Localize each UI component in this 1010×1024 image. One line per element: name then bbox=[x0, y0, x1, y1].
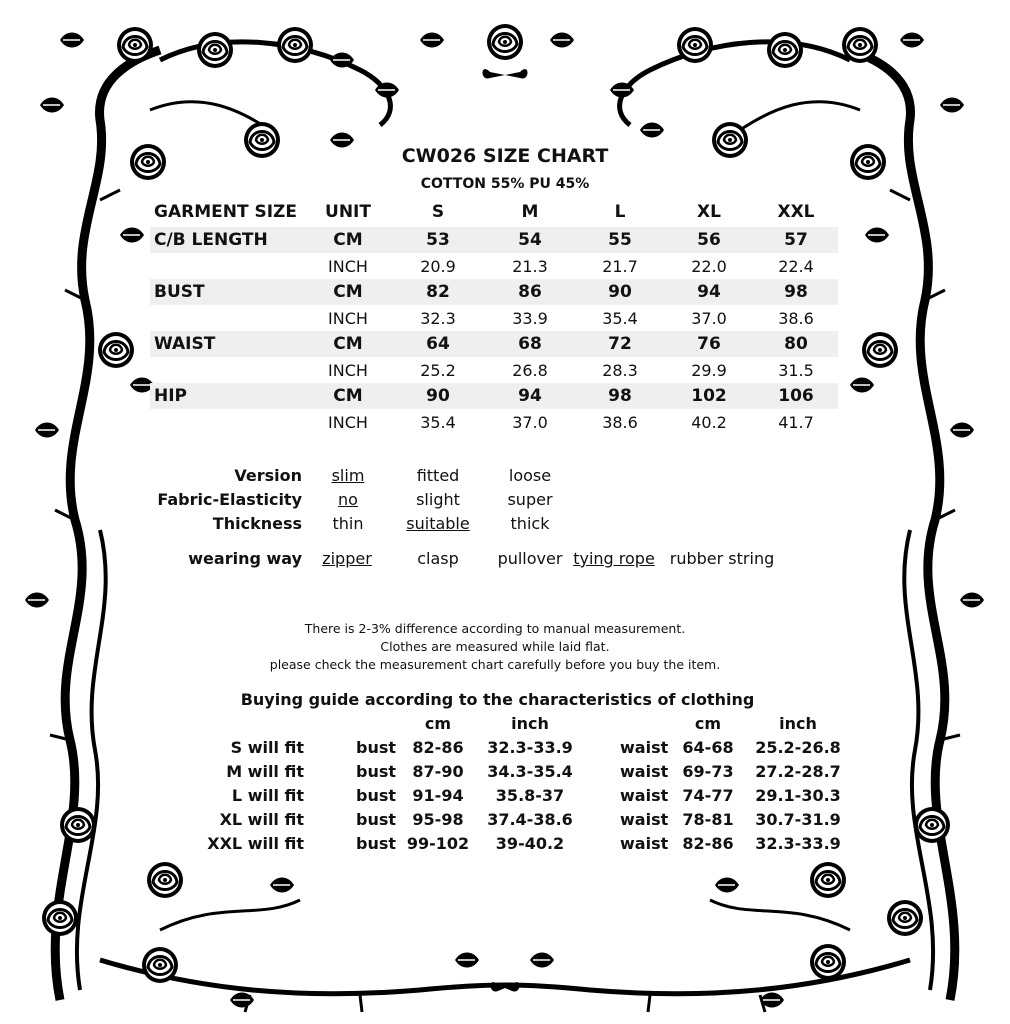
bust-cm: 82-86 bbox=[412, 738, 464, 757]
waist-label: waist bbox=[620, 738, 669, 757]
waist-inch: 30.7-31.9 bbox=[755, 810, 841, 829]
guide-col-inch: inch bbox=[779, 714, 817, 733]
wearing-way-option-selected: zipper bbox=[322, 549, 372, 568]
cm-value: 54 bbox=[518, 230, 542, 250]
waist-cm: 64-68 bbox=[682, 738, 734, 757]
waist-label: waist bbox=[620, 810, 669, 829]
inch-value: 26.8 bbox=[512, 361, 548, 380]
inch-value: 28.3 bbox=[602, 361, 638, 380]
bust-cm: 99-102 bbox=[406, 834, 470, 853]
unit-inch: INCH bbox=[328, 257, 368, 276]
waist-inch: 32.3-33.9 bbox=[755, 834, 841, 853]
inch-value: 40.2 bbox=[691, 413, 727, 432]
waist-label: waist bbox=[620, 762, 669, 781]
cm-value: 76 bbox=[697, 334, 721, 354]
waist-inch: 29.1-30.3 bbox=[755, 786, 841, 805]
unit-cm: CM bbox=[333, 386, 363, 406]
attribute-label: Version bbox=[234, 466, 302, 485]
measure-name: HIP bbox=[154, 386, 188, 406]
measure-name: WAIST bbox=[154, 334, 216, 354]
note-line: please check the measurement chart carefully before you buy the item. bbox=[269, 657, 721, 672]
fit-size: S will fit bbox=[230, 738, 304, 757]
header-size-m: M bbox=[521, 202, 539, 222]
chart-title: CW026 SIZE CHART bbox=[401, 145, 609, 167]
unit-cm: CM bbox=[333, 230, 363, 250]
cm-value: 106 bbox=[778, 386, 814, 406]
unit-cm: CM bbox=[333, 334, 363, 354]
cm-value: 72 bbox=[608, 334, 632, 354]
measure-name: C/B LENGTH bbox=[154, 230, 268, 250]
cm-value: 90 bbox=[608, 282, 632, 302]
wearing-way-option: rubber string bbox=[669, 549, 775, 568]
bust-label: bust bbox=[356, 762, 397, 781]
header-size-xxl: XXL bbox=[777, 202, 815, 222]
cm-value: 68 bbox=[518, 334, 542, 354]
bust-inch: 32.3-33.9 bbox=[487, 738, 573, 757]
inch-value: 37.0 bbox=[691, 309, 727, 328]
bust-cm: 91-94 bbox=[412, 786, 464, 805]
cm-value: 64 bbox=[426, 334, 450, 354]
cm-value: 102 bbox=[691, 386, 727, 406]
inch-value: 35.4 bbox=[420, 413, 456, 432]
attribute-option: super bbox=[507, 490, 553, 509]
bust-label: bust bbox=[356, 738, 397, 757]
header-size-xl: XL bbox=[697, 202, 721, 222]
waist-inch: 25.2-26.8 bbox=[755, 738, 841, 757]
wearing-way-option: clasp bbox=[417, 549, 459, 568]
bust-label: bust bbox=[356, 810, 397, 829]
inch-value: 22.0 bbox=[691, 257, 727, 276]
note-line: There is 2-3% difference according to manual measurement. bbox=[304, 621, 686, 636]
attribute-label: Fabric-Elasticity bbox=[157, 490, 302, 509]
cm-value: 55 bbox=[608, 230, 632, 250]
note-line: Clothes are measured while laid flat. bbox=[380, 639, 610, 654]
inch-value: 38.6 bbox=[778, 309, 814, 328]
waist-cm: 82-86 bbox=[682, 834, 734, 853]
attribute-option: fitted bbox=[416, 466, 460, 485]
measure-name: BUST bbox=[154, 282, 205, 302]
cm-value: 94 bbox=[697, 282, 721, 302]
guide-col-cm: cm bbox=[424, 714, 452, 733]
attribute-option: loose bbox=[508, 466, 552, 485]
waist-label: waist bbox=[620, 834, 669, 853]
cm-value: 86 bbox=[518, 282, 542, 302]
header-garment-size: GARMENT SIZE bbox=[154, 202, 297, 222]
unit-inch: INCH bbox=[328, 361, 368, 380]
inch-value: 38.6 bbox=[602, 413, 638, 432]
inch-value: 21.3 bbox=[512, 257, 548, 276]
inch-value: 25.2 bbox=[420, 361, 456, 380]
fit-size: XL will fit bbox=[219, 810, 304, 829]
inch-value: 21.7 bbox=[602, 257, 638, 276]
fit-size: L will fit bbox=[231, 786, 304, 805]
inch-value: 32.3 bbox=[420, 309, 456, 328]
wearing-way-option: pullover bbox=[497, 549, 563, 568]
attribute-option-selected: suitable bbox=[406, 514, 470, 533]
cm-value: 98 bbox=[608, 386, 632, 406]
cm-value: 98 bbox=[784, 282, 808, 302]
inch-value: 41.7 bbox=[778, 413, 814, 432]
attribute-option: thin bbox=[332, 514, 364, 533]
bust-cm: 87-90 bbox=[412, 762, 464, 781]
waist-inch: 27.2-28.7 bbox=[755, 762, 841, 781]
buying-guide-title: Buying guide according to the characteristics of clothing bbox=[240, 690, 755, 709]
header-size-l: L bbox=[614, 202, 626, 222]
fit-size: XXL will fit bbox=[207, 834, 304, 853]
inch-value: 31.5 bbox=[778, 361, 814, 380]
attribute-option: thick bbox=[510, 514, 550, 533]
bust-inch: 34.3-35.4 bbox=[487, 762, 573, 781]
waist-cm: 78-81 bbox=[682, 810, 734, 829]
unit-inch: INCH bbox=[328, 309, 368, 328]
bust-cm: 95-98 bbox=[412, 810, 464, 829]
attribute-option-selected: no bbox=[338, 490, 358, 509]
inch-value: 22.4 bbox=[778, 257, 814, 276]
cm-value: 57 bbox=[784, 230, 808, 250]
header-size-s: S bbox=[431, 202, 445, 222]
wearing-way-label: wearing way bbox=[188, 549, 302, 568]
fit-size: M will fit bbox=[226, 762, 304, 781]
cm-value: 90 bbox=[426, 386, 450, 406]
cm-value: 56 bbox=[697, 230, 721, 250]
cm-value: 53 bbox=[426, 230, 450, 250]
unit-inch: INCH bbox=[328, 413, 368, 432]
cm-value: 82 bbox=[426, 282, 450, 302]
cm-value: 94 bbox=[518, 386, 542, 406]
bust-inch: 37.4-38.6 bbox=[487, 810, 573, 829]
header-unit: UNIT bbox=[325, 202, 371, 222]
guide-col-cm: cm bbox=[694, 714, 722, 733]
waist-cm: 69-73 bbox=[682, 762, 734, 781]
bust-label: bust bbox=[356, 834, 397, 853]
unit-cm: CM bbox=[333, 282, 363, 302]
wearing-way-option-selected: tying rope bbox=[573, 549, 655, 568]
inch-value: 35.4 bbox=[602, 309, 638, 328]
bust-inch: 39-40.2 bbox=[495, 834, 565, 853]
guide-col-inch: inch bbox=[511, 714, 549, 733]
attribute-option: slight bbox=[416, 490, 460, 509]
inch-value: 37.0 bbox=[512, 413, 548, 432]
material-label: COTTON 55% PU 45% bbox=[420, 176, 590, 192]
attribute-label: Thickness bbox=[212, 514, 302, 533]
inch-value: 20.9 bbox=[420, 257, 456, 276]
waist-label: waist bbox=[620, 786, 669, 805]
bust-inch: 35.8-37 bbox=[495, 786, 565, 805]
inch-value: 33.9 bbox=[512, 309, 548, 328]
cm-value: 80 bbox=[784, 334, 808, 354]
bust-label: bust bbox=[356, 786, 397, 805]
inch-value: 29.9 bbox=[691, 361, 727, 380]
waist-cm: 74-77 bbox=[682, 786, 734, 805]
attribute-option-selected: slim bbox=[331, 466, 365, 485]
